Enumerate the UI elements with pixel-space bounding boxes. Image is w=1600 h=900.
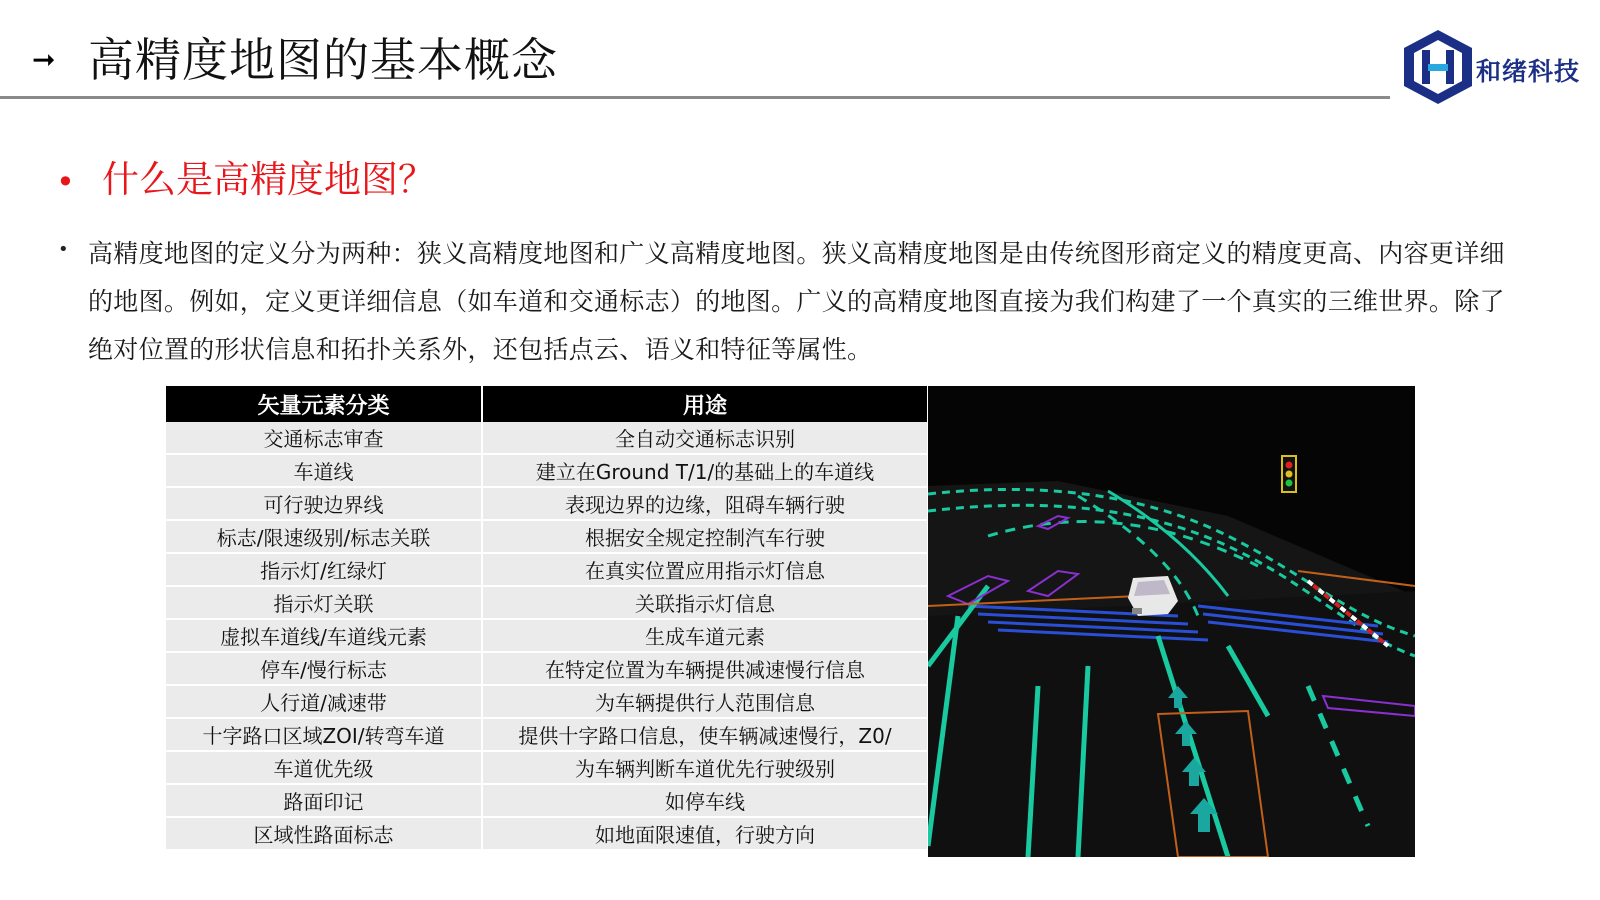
cell-category: 路面印记: [166, 784, 482, 817]
cell-category: 区域性路面标志: [166, 817, 482, 850]
table-row: [166, 652, 928, 685]
cell-category: 停车/慢行标志: [166, 652, 482, 685]
cell-purpose: 全自动交通标志识别: [482, 422, 928, 454]
table-row: [166, 817, 928, 850]
hd-map-render: [928, 386, 1415, 857]
definition-paragraph: 高精度地图的定义分为两种：狭义高精度地图和广义高精度地图。狭义高精度地图是由传统图形商定义的精度更高、内容更详细的地图。例如，定义更详细信息（如车道和交通标志）的地图。广义的高精度地图直接为我们构建了一个真实的三维世界。除了绝对位置的形状信息和拓扑关系外，还包括点云、语义和特征等属性。: [88, 239, 1505, 364]
vector-elements-table: [166, 386, 928, 851]
cell-purpose: 在真实位置应用指示灯信息: [482, 553, 928, 586]
table-row: [166, 553, 928, 586]
page-title: 高精度地图的基本概念: [88, 33, 558, 87]
column-header-purpose: 用途: [482, 386, 928, 422]
cell-category: 车道优先级: [166, 751, 482, 784]
cell-category: 指示灯/红绿灯: [166, 553, 482, 586]
table-row: [166, 751, 928, 784]
logo-hexagon-icon: [1398, 26, 1478, 108]
cell-purpose: 如停车线: [482, 784, 928, 817]
table-row: [166, 520, 928, 553]
cell-category: 人行道/减速带: [166, 685, 482, 718]
table-row: [166, 784, 928, 817]
cell-category: 标志/限速级别/标志关联: [166, 520, 482, 553]
table-row: [166, 422, 928, 454]
table-row: [166, 454, 928, 487]
cell-purpose: 根据安全规定控制汽车行驶: [482, 520, 928, 553]
logo-text: 和绪科技: [1476, 57, 1581, 86]
table-row: [166, 718, 928, 751]
paragraph-bullet: •: [58, 239, 69, 260]
table-header-row: [166, 386, 928, 422]
cell-purpose: 在特定位置为车辆提供减速慢行信息: [482, 652, 928, 685]
column-header-category: 矢量元素分类: [166, 386, 482, 422]
table-row: [166, 619, 928, 652]
header-divider: [0, 96, 1390, 99]
cell-category: 车道线: [166, 454, 482, 487]
cell-category: 虚拟车道线/车道线元素: [166, 619, 482, 652]
cell-purpose: 生成车道元素: [482, 619, 928, 652]
subtitle-bullet: •: [56, 163, 75, 201]
cell-purpose: 关联指示灯信息: [482, 586, 928, 619]
cell-purpose: 建立在Ground T/1/的基础上的车道线: [482, 454, 928, 487]
cell-purpose: 提供十字路口信息，使车辆减速慢行，Z0/: [482, 718, 928, 751]
cell-purpose: 如地面限速值，行驶方向: [482, 817, 928, 850]
cell-category: 十字路口区域ZOI/转弯车道: [166, 718, 482, 751]
company-logo: [1398, 26, 1588, 108]
table-row: [166, 586, 928, 619]
cell-category: 交通标志审查: [166, 422, 482, 454]
hd-map-illustration: [928, 386, 1415, 857]
table-row: [166, 487, 928, 520]
table-row: [166, 685, 928, 718]
cell-purpose: 为车辆判断车道优先行驶级别: [482, 751, 928, 784]
traffic-light-icon: [1282, 456, 1296, 492]
cell-category: 指示灯关联: [166, 586, 482, 619]
cell-purpose: 为车辆提供行人范围信息: [482, 685, 928, 718]
cell-purpose: 表现边界的边缘，阻碍车辆行驶: [482, 487, 928, 520]
arrow-right-icon: ➞: [32, 43, 56, 76]
section-subtitle: 什么是高精度地图？: [102, 158, 435, 201]
cell-category: 可行驶边界线: [166, 487, 482, 520]
